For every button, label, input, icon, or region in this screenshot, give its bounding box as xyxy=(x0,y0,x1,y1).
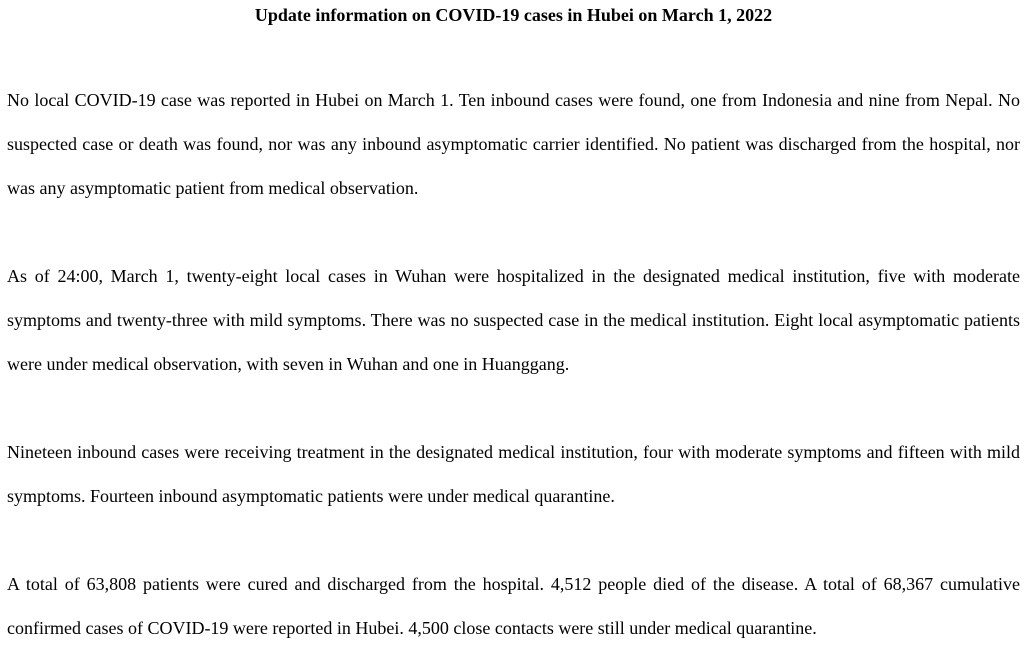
document-title: Update information on COVID-19 cases in Hubei on March 1, 2022 xyxy=(254,5,773,25)
paragraph-inbound-treatment: Nineteen inbound cases were receiving treatment in the designated medical institution, four with moderate symptoms and fifteen with mild symptoms. Fourteen inbound asymptomatic patients were under medical quarantine. xyxy=(7,442,1020,506)
paragraph-local-cases: No local COVID-19 case was reported in Hubei on March 1. Ten inbound cases were found, one from Indonesia and nine from Nepal. No suspected case or death was found, nor was any inbound asymptomatic carrier identified. No patient was discharged from the hospital, nor was any asymptomatic patient from medical observation. xyxy=(7,90,1020,198)
paragraph-cumulative-totals: A total of 63,808 patients were cured and discharged from the hospital. 4,512 people died of the disease. A total of 68,367 cumulative confirmed cases of COVID-19 were reported in Hubei. 4,500 close contacts were still under medical quarantine. xyxy=(7,574,1020,638)
paragraph-hospitalized: As of 24:00, March 1, twenty-eight local cases in Wuhan were hospitalized in the designated medical institution, five with moderate symptoms and twenty-three with mild symptoms. There was no suspected case in the medical institution. Eight local asymptomatic patients were under medical observation, with seven in Wuhan and one in Huanggang. xyxy=(7,266,1020,374)
